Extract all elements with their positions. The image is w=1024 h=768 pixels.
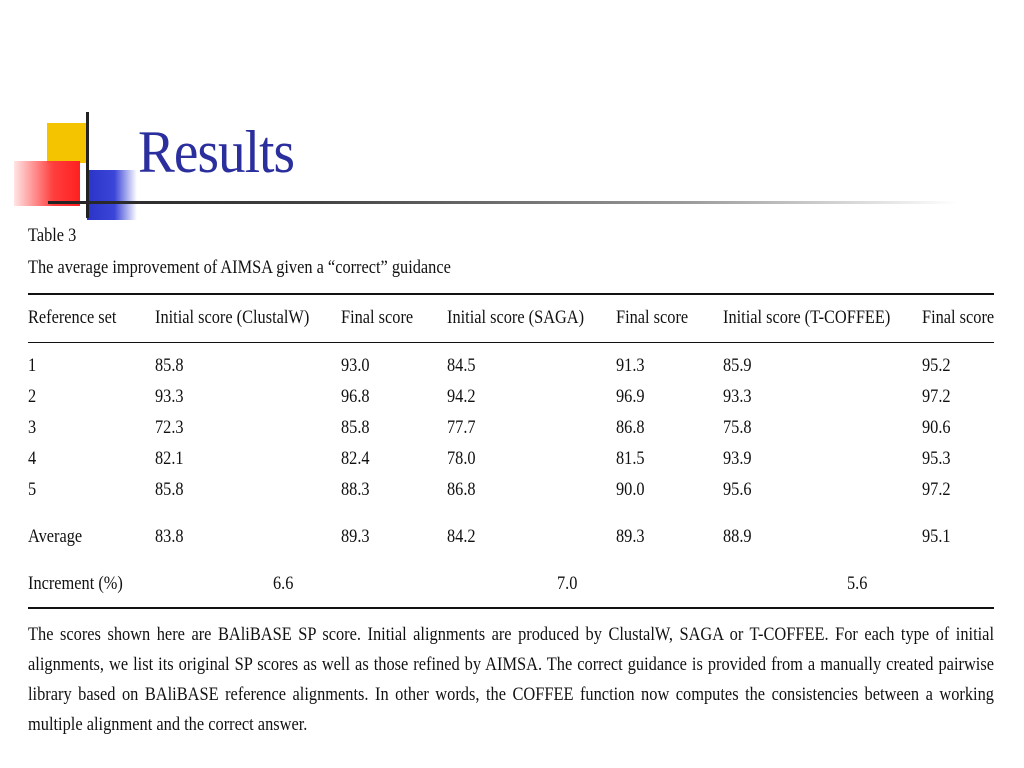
table-cell: 93.3 [155, 386, 184, 407]
header-reference-set: Reference set [28, 307, 117, 328]
table-cell: 83.8 [155, 526, 184, 547]
table-cell: 81.5 [616, 448, 645, 469]
table-top-rule [28, 293, 994, 295]
slide-logo [0, 0, 140, 225]
table-cell: 89.3 [341, 526, 370, 547]
table-cell: 85.9 [723, 355, 752, 376]
logo-yellow-square [47, 123, 87, 163]
header-final-clustalw: Final score [341, 307, 414, 328]
table-cell: 85.8 [155, 355, 184, 376]
table-cell: 2 [28, 386, 37, 407]
table-cell: 4 [28, 448, 37, 469]
table-cell: 77.7 [447, 417, 476, 438]
table-cell: 5 [28, 479, 37, 500]
table-cell: 95.2 [922, 355, 951, 376]
table-caption-text: The average improvement of AIMSA given a “correct” guidance [28, 257, 451, 278]
logo-red-square [14, 161, 80, 206]
table-cell: 90.0 [616, 479, 645, 500]
header-final-tcoffee: Final score [922, 307, 995, 328]
table-cell: 78.0 [447, 448, 476, 469]
increment-saga: 7.0 [557, 573, 578, 594]
table-cell: 88.3 [341, 479, 370, 500]
logo-blue-square [87, 170, 137, 220]
table-cell: 1 [28, 355, 37, 376]
footnote-text: The scores shown here are BAliBASE SP score. Initial alignments are produced by ClustalW, SAGA or T-COFFEE. For each type of initial alignments, we list its original SP scores as well as those refined by AIMSA. The correct guidance is provided from a manually created pairwise library based on BAliBASE reference alignments. In other words, the COFFEE function now computes the consistencies between a working multiple alignment and the correct answer. [28, 624, 994, 735]
average-label: Average [28, 526, 83, 547]
table-cell: 93.9 [723, 448, 752, 469]
table-header-rule [28, 342, 994, 343]
table-footnote [28, 620, 994, 740]
table-cell: 95.6 [723, 479, 752, 500]
increment-label: Increment (%) [28, 573, 123, 594]
table-cell: 93.3 [723, 386, 752, 407]
increment-clustalw: 6.6 [273, 573, 294, 594]
table-cell: 84.2 [447, 526, 476, 547]
table-cell: 95.3 [922, 448, 951, 469]
table-cell: 96.9 [616, 386, 645, 407]
table-label: Table 3 [28, 225, 77, 246]
table-bottom-rule [28, 607, 994, 609]
table-cell: 95.1 [922, 526, 951, 547]
slide-title: Results [138, 119, 295, 185]
table-cell: 84.5 [447, 355, 476, 376]
table-cell: 97.2 [922, 386, 951, 407]
table-cell: 86.8 [616, 417, 645, 438]
table-cell: 86.8 [447, 479, 476, 500]
header-initial-tcoffee: Initial score (T-COFFEE) [723, 307, 891, 328]
table-cell: 85.8 [341, 417, 370, 438]
table-cell: 82.4 [341, 448, 370, 469]
table-cell: 85.8 [155, 479, 184, 500]
table-cell: 96.8 [341, 386, 370, 407]
table-caption [28, 224, 994, 280]
title-underline [48, 201, 958, 204]
table-cell: 91.3 [616, 355, 645, 376]
header-final-saga: Final score [616, 307, 689, 328]
table-cell: 3 [28, 417, 37, 438]
table-cell: 93.0 [341, 355, 370, 376]
table-cell: 82.1 [155, 448, 184, 469]
table-cell: 94.2 [447, 386, 476, 407]
table-cell: 88.9 [723, 526, 752, 547]
header-initial-saga: Initial score (SAGA) [447, 307, 585, 328]
header-initial-clustalw: Initial score (ClustalW) [155, 307, 310, 328]
table-cell: 72.3 [155, 417, 184, 438]
table-cell: 75.8 [723, 417, 752, 438]
table-cell: 90.6 [922, 417, 951, 438]
table-cell: 97.2 [922, 479, 951, 500]
table-cell: 89.3 [616, 526, 645, 547]
increment-tcoffee: 5.6 [847, 573, 868, 594]
